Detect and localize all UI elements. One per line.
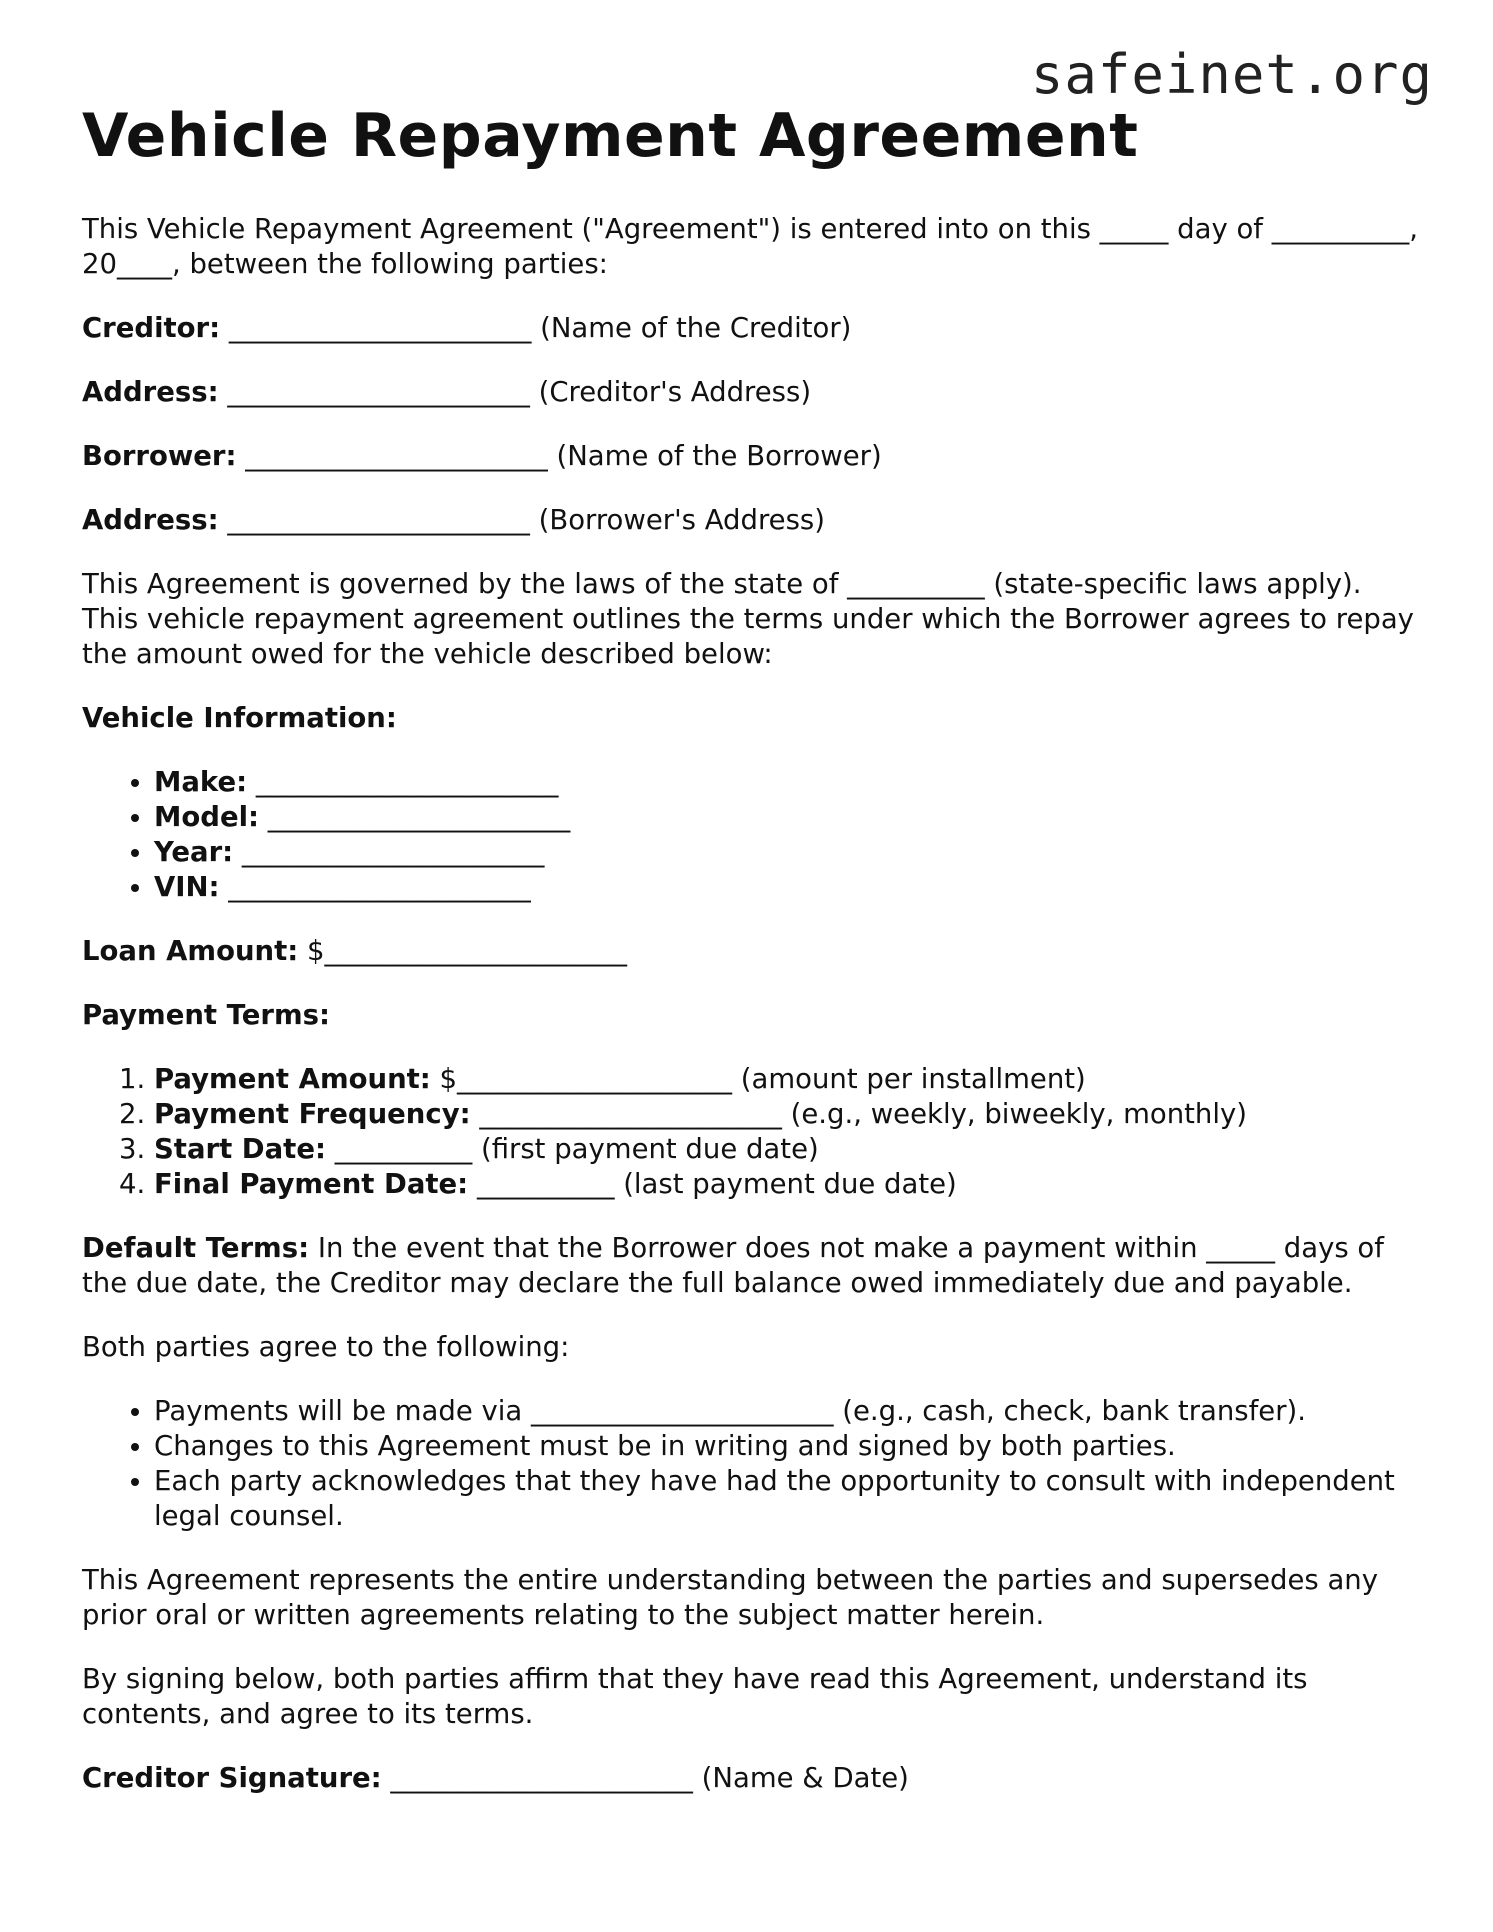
affirmation-paragraph: By signing below, both parties affirm that they have read this Agreement, understand its contents, and agree to its terms.	[82, 1663, 1308, 1730]
party-creditor-name	[82, 311, 1422, 346]
vehicle-info-heading	[82, 701, 1422, 736]
loan-amount-label: Loan Amount:	[82, 935, 299, 967]
party-note: (Name of the Creditor)	[540, 312, 852, 344]
governing-law-paragraph: This Agreement is governed by the laws of the state of __________ (state-specific laws apply). This vehicle repayment agreement outlines the terms under which the Borrower agrees to repay the amount owed for the vehicle described below:	[82, 568, 1414, 670]
agreement-intro: Both parties agree to the following:	[82, 1331, 570, 1363]
payment-terms-heading	[82, 998, 1422, 1033]
party-note: (Borrower's Address)	[538, 504, 825, 536]
default-terms-text: In the event that the Borrower does not make a payment within _____ days of the due date, the Creditor may declare the full balance owed immediately due and payable.	[82, 1232, 1384, 1299]
payment-terms-list	[82, 1062, 1422, 1202]
item-blank: $____________________	[439, 1063, 733, 1095]
party-blank: ______________________	[227, 376, 530, 408]
party-label: Address:	[82, 504, 219, 536]
party-blank: ______________________	[228, 312, 532, 344]
list-item	[154, 1062, 1422, 1097]
item-note: (first payment due date)	[480, 1133, 819, 1165]
signature-note: (Name & Date)	[701, 1762, 909, 1794]
list-item	[154, 1167, 1422, 1202]
item-blank: ______________________	[267, 801, 571, 833]
party-borrower-address	[82, 503, 1422, 538]
item-label: VIN:	[154, 871, 220, 903]
item-note: (amount per installment)	[740, 1063, 1086, 1095]
signature-label: Creditor Signature:	[82, 1762, 382, 1794]
item-blank: __________	[334, 1133, 473, 1165]
list-item: • Payments will be made via ______________________ (e.g., cash, check, bank transfer).	[154, 1394, 1422, 1429]
item-blank: ______________________	[255, 766, 559, 798]
vehicle-info-list	[82, 765, 1422, 905]
loan-amount-blank: $______________________	[307, 935, 628, 967]
party-creditor-address	[82, 375, 1422, 410]
agreement-list	[82, 1394, 1422, 1534]
document-page	[82, 100, 1422, 1825]
list-item	[154, 835, 1422, 870]
party-note: (Creditor's Address)	[538, 376, 812, 408]
item-blank: ______________________	[241, 836, 545, 868]
section-heading: Vehicle Information:	[82, 702, 397, 734]
item-blank: __________	[476, 1168, 615, 1200]
list-item: • Each party acknowledges that they have had the opportunity to consult with independent legal counsel.	[154, 1464, 1422, 1534]
item-label: Payment Amount:	[154, 1063, 431, 1095]
party-borrower-name	[82, 439, 1422, 474]
party-note: (Name of the Borrower)	[556, 440, 882, 472]
list-item: • Changes to this Agreement must be in writing and signed by both parties.	[154, 1429, 1422, 1464]
party-blank: ______________________	[227, 504, 530, 536]
party-label: Creditor:	[82, 312, 221, 344]
party-blank: ______________________	[245, 440, 548, 472]
item-label: Payment Frequency:	[154, 1098, 471, 1130]
item-label: Make:	[154, 766, 248, 798]
list-item	[154, 1132, 1422, 1167]
loan-amount-line	[82, 934, 1422, 969]
signature-blank: ______________________	[390, 1762, 693, 1794]
entire-agreement-paragraph: This Agreement represents the entire understanding between the parties and supersedes any prior oral or written agreements relating to the subject matter herein.	[82, 1564, 1379, 1631]
document-title: Vehicle Repayment Agreement	[82, 101, 1139, 171]
list-item	[154, 765, 1422, 800]
list-item	[154, 870, 1422, 905]
item-label: Final Payment Date:	[154, 1168, 469, 1200]
item-blank: ______________________	[228, 871, 531, 903]
intro-paragraph: This Vehicle Repayment Agreement ("Agreement") is entered into on this _____ day of __________, 20____, between the following parties:	[82, 213, 1418, 280]
creditor-signature-line	[82, 1761, 1422, 1796]
list-item	[154, 1097, 1422, 1132]
item-label: Year:	[154, 836, 234, 868]
default-terms-label: Default Terms:	[82, 1232, 310, 1264]
default-terms-paragraph	[82, 1231, 1422, 1301]
item-note: (last payment due date)	[623, 1168, 957, 1200]
item-label: Start Date:	[154, 1133, 326, 1165]
item-label: Model:	[154, 801, 260, 833]
party-label: Borrower:	[82, 440, 237, 472]
party-label: Address:	[82, 376, 219, 408]
list-item	[154, 800, 1422, 835]
item-blank: ______________________	[479, 1098, 782, 1130]
site-watermark: safeinet.org	[1030, 43, 1433, 106]
item-note: (e.g., weekly, biweekly, monthly)	[790, 1098, 1247, 1130]
section-heading: Payment Terms:	[82, 999, 330, 1031]
